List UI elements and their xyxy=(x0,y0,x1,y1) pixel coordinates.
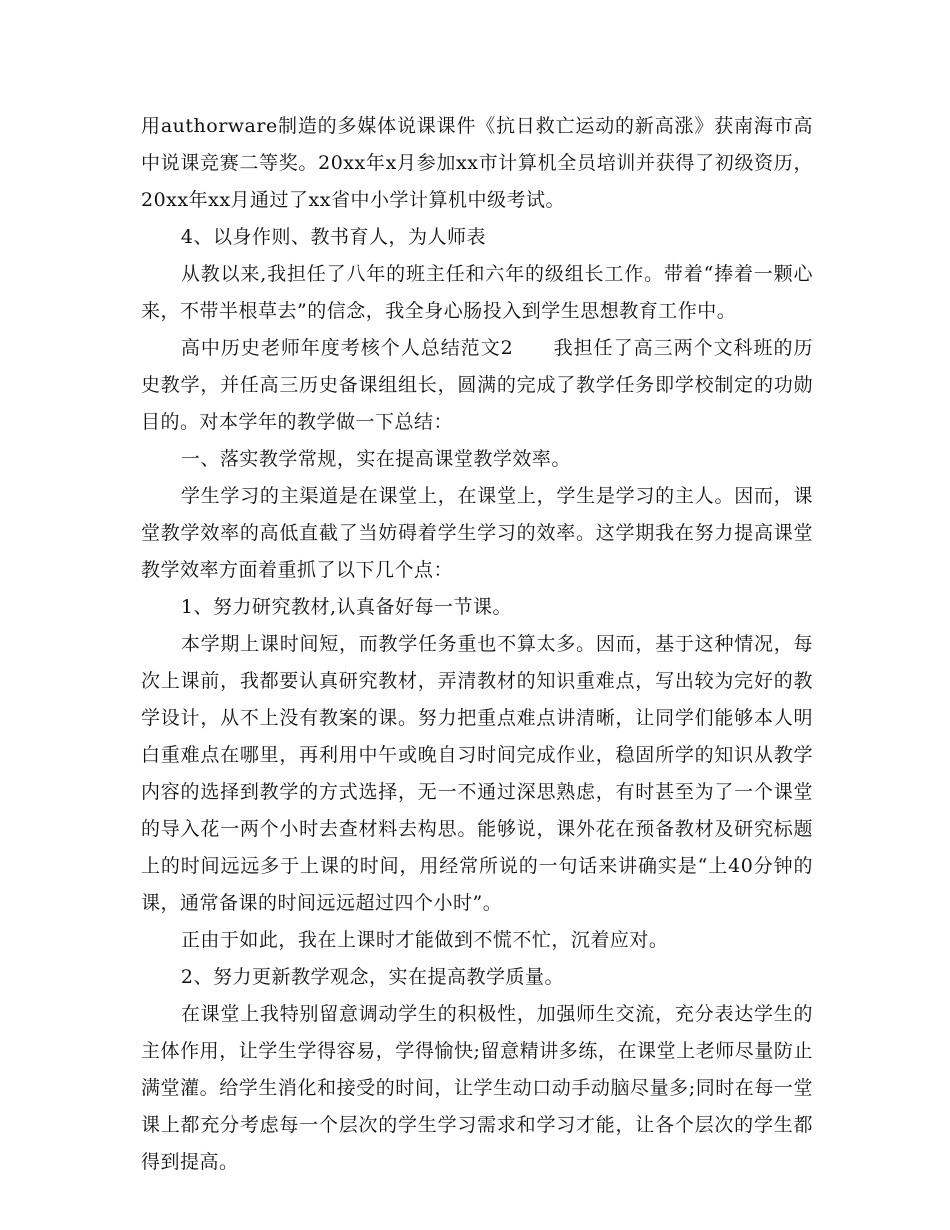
paragraph-8: 本学期上课时间短，而教学任务重也不算太多。因而，基于这种情况，每次上课前，我都要认真研究教材，弄清教材的知识重难点，写出较为完好的教学设计，从不上没有教案的课。努力把重点难点讲清晰，让同学们能够本人明白重难点在哪里，再利用中午或晚自习时间完成作业，稳固所学的知识从教学内容的选择到教学的方式选择，无一不通过深思熟虑，有时甚至为了一个课堂的导入花一两个小时去查材料去构思。能够说，课外花在预备教材及研究标题上的时间远远多于上课的时间，用经常所说的一句话来讲确实是“上40分钟的课，通常备课的时间远远超过四个小时”。 xyxy=(141,633,813,914)
paragraph-6: 学生学习的主渠道是在课堂上，在课堂上，学生是学习的主人。因而，课堂教学效率的高低直截了当妨碍着学生学习的效率。这学期我在努力提高课堂教学效率方面着重抓了以下几个点： xyxy=(141,485,813,581)
paragraph-9: 正由于如此，我在上课时才能做到不慌不忙，沉着应对。 xyxy=(180,929,669,951)
paragraph-5: 一、落实教学常规，实在提高课堂教学效率。 xyxy=(180,448,571,470)
document-page xyxy=(141,108,813,1181)
paragraph-10: 2、努力更新教学观念，实在提高教学质量。 xyxy=(180,966,564,988)
paragraph-1: 用authorware制造的多媒体说课课件《抗日救亡运动的新高涨》获南海市高中说课竞赛二等奖。20xx年x月参加xx市计算机全员培训并获得了初级资历，20xx年xx月通过了xx省中小学计算机中级考试。 xyxy=(141,115,813,211)
paragraph-11: 在课堂上我特别留意调动学生的积极性，加强师生交流，充分表达学生的主体作用，让学生学得容易，学得愉快;留意精讲多练，在课堂上老师尽量防止满堂灌。给学生消化和接受的时间，让学生动口动手动脑尽量多;同时在每一堂课上都充分考虑每一个层次的学生学习需求和学习才能，让各个层次的学生都得到提高。 xyxy=(141,1003,813,1173)
paragraph-4: 高中历史老师年度考核个人总结范文2 我担任了高三两个文科班的历史教学，并任高三历史备课组组长，圆满的完成了教学任务即学校制定的功勋目的。对本学年的教学做一下总结： xyxy=(141,337,813,433)
paragraph-2: 4、以身作则、教书育人，为人师表 xyxy=(180,226,486,248)
paragraph-7: 1、努力研究教材,认真备好每一节课。 xyxy=(180,596,513,618)
paragraph-3: 从教以来,我担任了八年的班主任和六年的级组长工作。带着“捧着一颗心来，不带半根草去”的信念，我全身心肠投入到学生思想教育工作中。 xyxy=(141,263,813,322)
